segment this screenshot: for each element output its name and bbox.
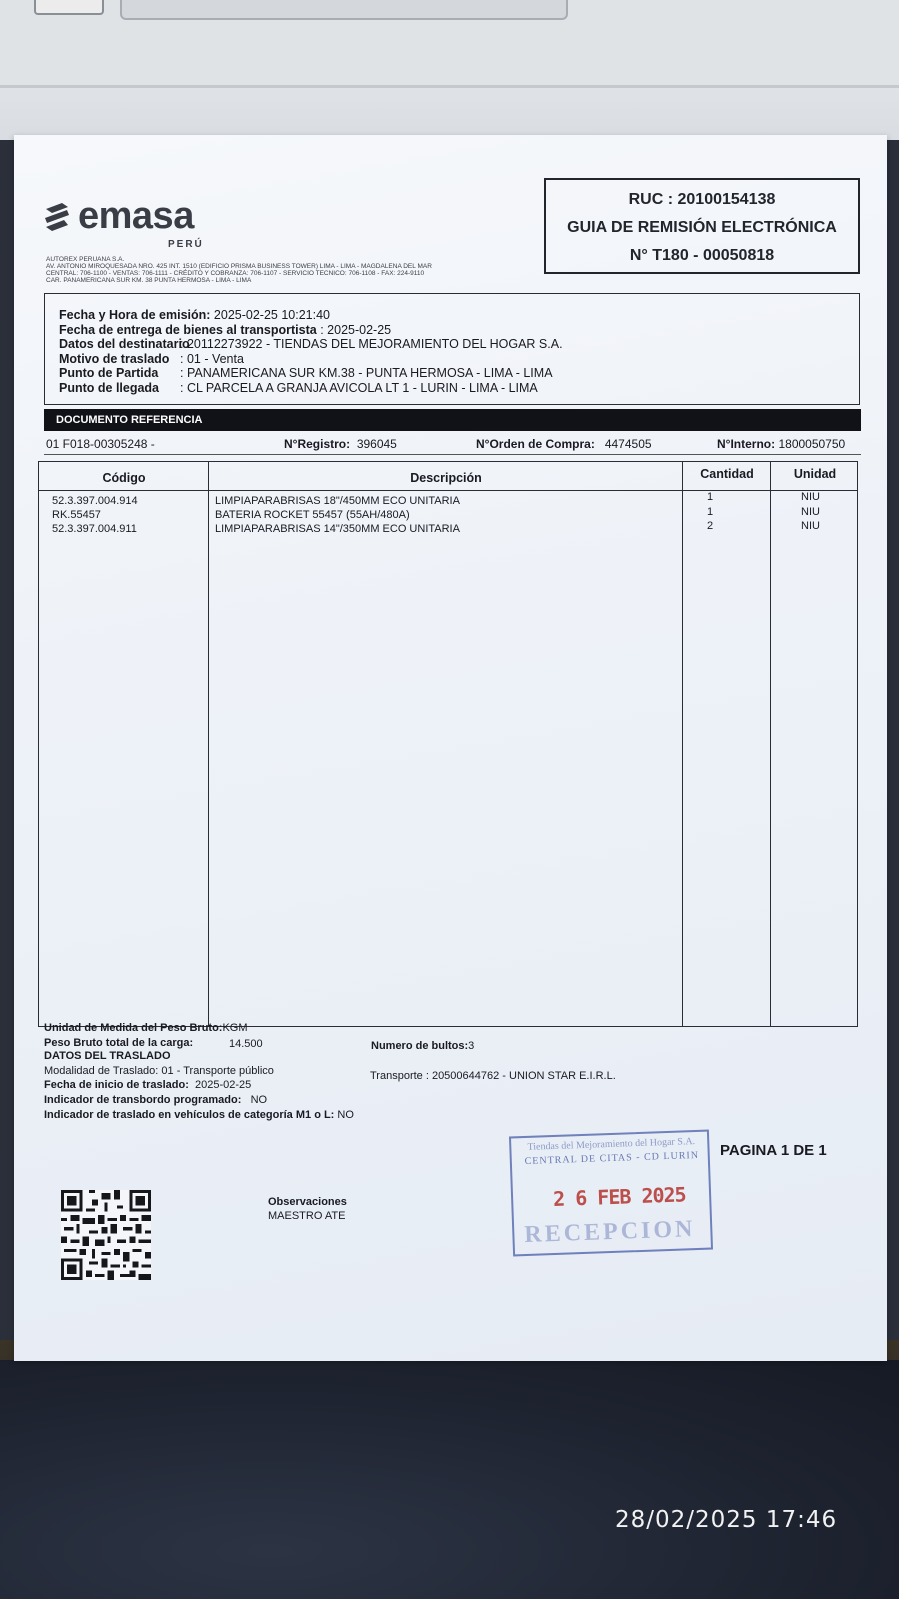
delivery-row <box>59 323 845 338</box>
transfer-mode: Modalidad de Traslado: 01 - Transporte público <box>44 1065 274 1077</box>
purchase-order-field <box>476 437 652 451</box>
gross-weight-label: Peso Bruto total de la carga: <box>44 1037 194 1049</box>
row-3-unit: NIU <box>801 520 820 532</box>
transfer-data-title: DATOS DEL TRASLADO <box>44 1050 171 1062</box>
transfer-start-value: 2025-02-25 <box>195 1079 252 1091</box>
transshipment-field <box>44 1094 267 1106</box>
transfer-start-label: Fecha de inicio de traslado: <box>44 1079 189 1091</box>
weight-unit-field <box>44 1022 248 1034</box>
emission-row <box>59 308 845 323</box>
origin-row <box>59 366 845 381</box>
ruc-number: RUC : 20100154138 <box>628 191 776 208</box>
internal-number-field <box>717 437 845 451</box>
carrier: Transporte : 20500644762 - UNION STAR E.I.R.L. <box>370 1070 616 1082</box>
transshipment-value: NO <box>250 1094 268 1106</box>
header-description: Descripción <box>410 471 482 485</box>
document-type: GUIA DE REMISIÓN ELECTRÓNICA <box>567 219 837 236</box>
registry-field <box>284 437 397 451</box>
observations-value: MAESTRO ATE <box>268 1210 346 1222</box>
emasa-logo-icon <box>42 201 72 233</box>
reason-value: : 01 - Venta <box>180 351 244 366</box>
table-header-divider <box>39 490 857 491</box>
shipment-info-box <box>44 293 860 405</box>
ruc-header-box <box>544 178 860 274</box>
internal-number-label: N°Interno: <box>717 437 776 451</box>
packages-label: Numero de bultos: <box>371 1040 469 1052</box>
stamp-word: RECEPCION <box>523 1216 696 1249</box>
reference-document: 01 F018-00305248 - <box>46 437 155 451</box>
gross-weight-field <box>44 1037 193 1049</box>
row-1-description: LIMPIAPARABRISAS 18"/450MM ECO UNITARIA <box>215 495 460 507</box>
printer-tray <box>0 0 899 88</box>
emission-label: Fecha y Hora de emisión: <box>59 308 211 322</box>
row-3-quantity: 2 <box>707 520 714 532</box>
origin-label: Punto de Partida <box>59 366 159 380</box>
packages-field <box>371 1040 474 1052</box>
tray-slot-left <box>34 0 104 15</box>
row-2-description: BATERIA ROCKET 55457 (55AH/480A) <box>215 509 410 521</box>
brand-name: emasa <box>78 195 194 237</box>
remission-guide-document <box>14 135 887 1361</box>
header-code: Código <box>102 471 146 485</box>
reason-row <box>59 352 845 367</box>
document-number: N° T180 - 00050818 <box>629 247 775 264</box>
header-quantity: Cantidad <box>700 467 754 481</box>
recipient-row <box>59 337 845 352</box>
m1-category-field <box>44 1109 354 1121</box>
registry-label: N°Registro: <box>284 437 351 451</box>
stamp-date: 2 6 FEB 2025 <box>552 1182 687 1212</box>
m1-category-value: NO <box>337 1109 354 1121</box>
m1-category-label: Indicador de traslado en vehículos de categoría M1 o L: <box>44 1109 335 1121</box>
destination-row <box>59 381 845 396</box>
stamp-center: CENTRAL DE CITAS - CD LURIN <box>524 1149 700 1167</box>
header-unit: Unidad <box>793 467 837 481</box>
row-1-quantity: 1 <box>707 491 714 503</box>
recipient-label: Datos del destinatario <box>59 337 190 351</box>
emission-value: 2025-02-25 10:21:40 <box>213 308 330 322</box>
delivery-label: Fecha de entrega de bienes al transportista <box>59 322 317 337</box>
destination-value: : CL PARCELA A GRANJA AVICOLA LT 1 - LURIN - LIMA - LIMA <box>180 380 538 395</box>
items-table <box>38 461 858 1027</box>
row-2-quantity: 1 <box>707 506 714 518</box>
reason-label: Motivo de traslado <box>59 351 170 366</box>
page-indicator: PAGINA 1 DE 1 <box>720 1142 827 1159</box>
reference-document-header: DOCUMENTO REFERENCIA <box>44 409 861 431</box>
purchase-order-value: 4474505 <box>604 437 652 451</box>
qr-code-icon <box>61 1190 151 1280</box>
gross-weight-value: 14.500 <box>229 1038 263 1050</box>
company-address-block <box>46 256 506 284</box>
quantity-column <box>683 462 771 1026</box>
row-3-code: 52.3.397.004.911 <box>52 523 137 535</box>
row-1-code: 52.3.397.004.914 <box>52 495 138 507</box>
transfer-start-field <box>44 1079 251 1091</box>
weight-unit-value: KGM <box>222 1022 248 1034</box>
destination-label: Punto de llegada <box>59 380 160 395</box>
row-2-code: RK.55457 <box>52 509 101 521</box>
brand-country: PERÚ <box>168 239 204 250</box>
purchase-order-label: N°Orden de Compra: <box>476 437 595 451</box>
recipient-value: : 20112273922 - TIENDAS DEL MEJORAMIENTO DEL HOGAR S.A. <box>180 337 563 351</box>
row-3-description: LIMPIAPARABRISAS 14"/350MM ECO UNITARIA <box>215 523 460 535</box>
company-line: CENTRAL: 706-1100 - VENTAS: 706-1111 - CRÉDITO Y COBRANZA: 706-1107 - SERVICIO TECNICO: 706-1108 - FAX: 224-9110 <box>46 270 425 277</box>
transshipment-label: Indicador de transbordo programado: <box>44 1094 242 1106</box>
stamp-company: Tiendas del Mejoramiento del Hogar S.A. <box>527 1136 696 1153</box>
observations-label: Observaciones <box>268 1196 347 1208</box>
reception-stamp <box>509 1130 713 1257</box>
description-column <box>209 462 683 1026</box>
code-column <box>39 462 209 1026</box>
weight-unit-label: Unidad de Medida del Peso Bruto: <box>44 1022 223 1034</box>
tray-slot-main <box>120 0 568 20</box>
observations-block <box>268 1195 347 1223</box>
packages-value: 3 <box>468 1040 475 1052</box>
row-1-unit: NIU <box>801 491 820 503</box>
company-line: AUTOREX PERUANA S.A. <box>46 256 125 263</box>
delivery-value: : 2025-02-25 <box>320 322 392 337</box>
registry-value: 396045 <box>356 437 397 451</box>
origin-value: : PANAMERICANA SUR KM.38 - PUNTA HERMOSA - LIMA - LIMA <box>180 366 553 380</box>
reference-document-row <box>44 433 861 455</box>
photo-timestamp: 28/02/2025 17:46 <box>615 1507 838 1533</box>
photo-background-cloth <box>0 1360 899 1599</box>
row-2-unit: NIU <box>801 506 820 518</box>
company-line: AV. ANTONIO MIROQUESADA NRO. 425 INT. 1510 (EDIFICIO PRISMA BUSINESS TOWER) LIMA - LIMA - MAGDALENA DEL MAR <box>46 263 432 270</box>
internal-number-value: 1800050750 <box>778 437 846 451</box>
company-line: CAR. PANAMERICANA SUR KM. 38 PUNTA HERMOSA - LIMA - LIMA <box>46 277 252 284</box>
